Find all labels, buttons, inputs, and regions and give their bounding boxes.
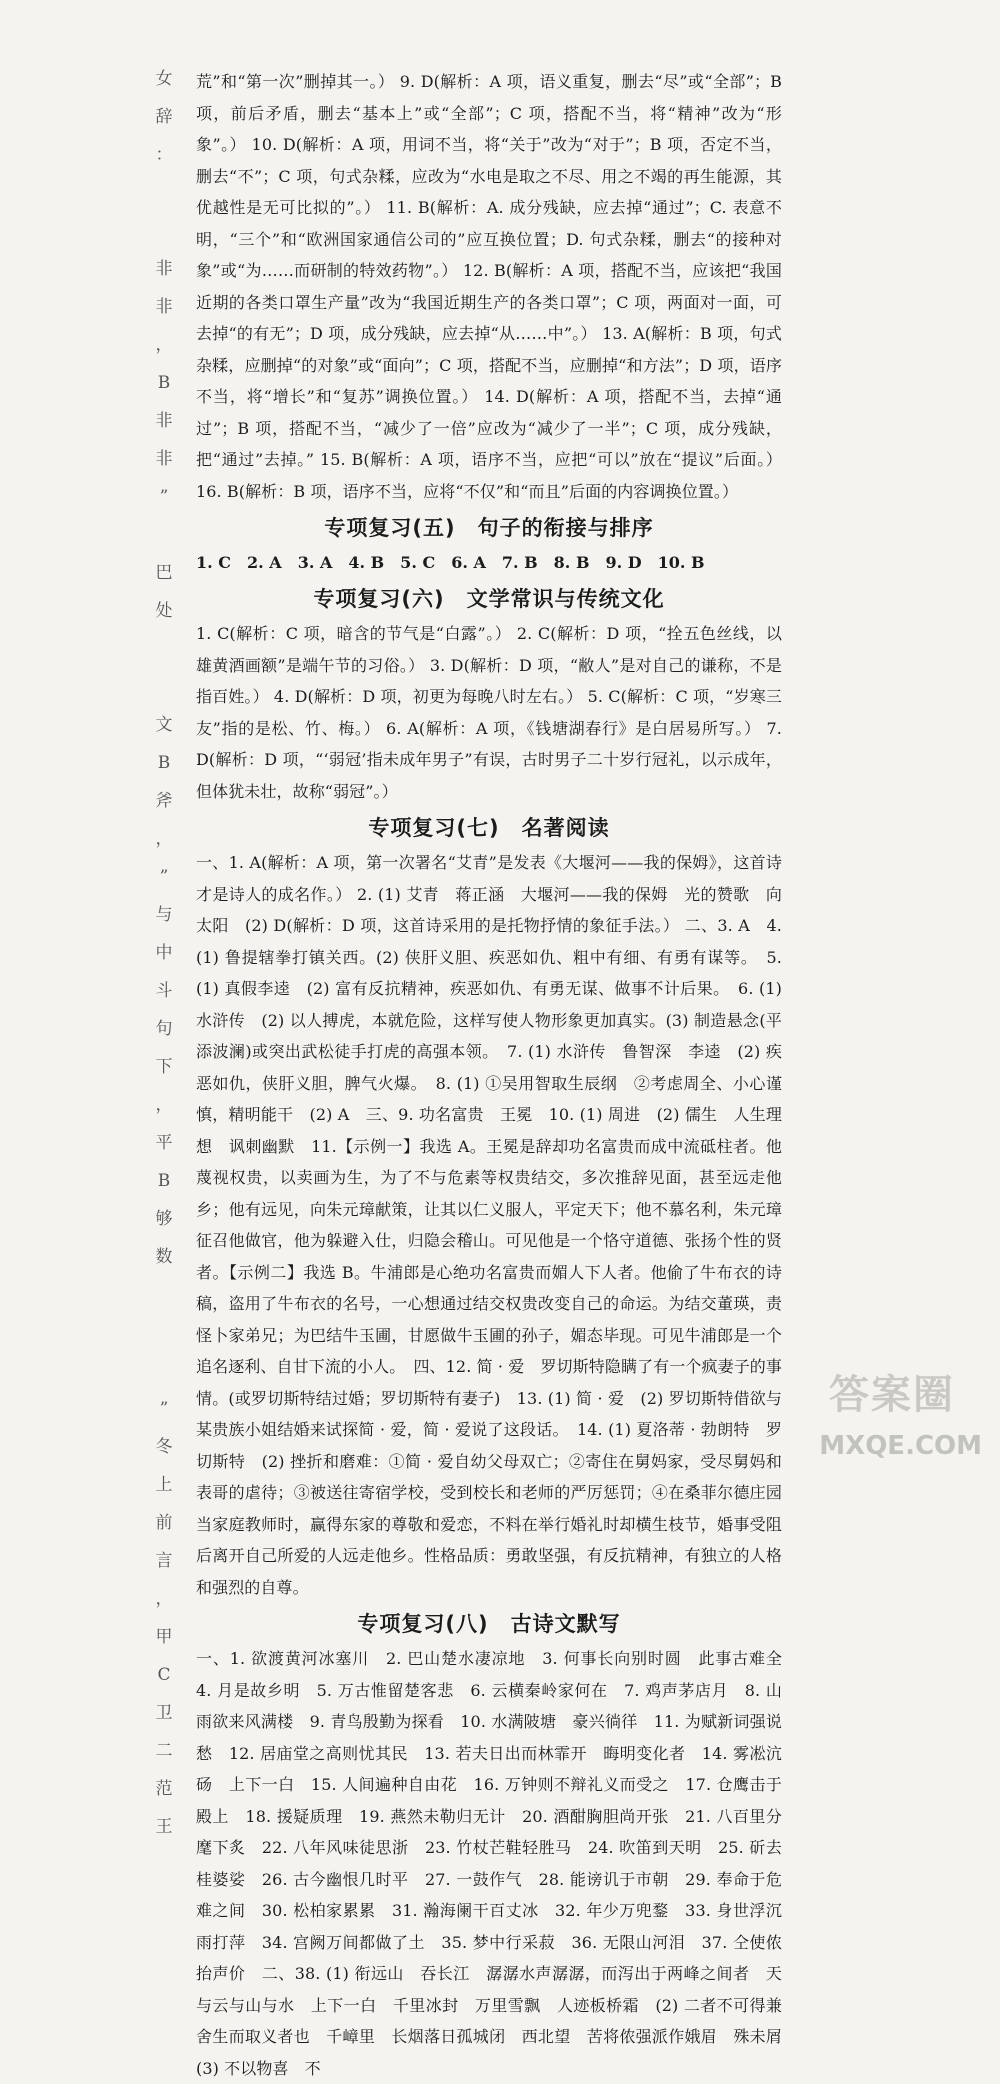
margin-mark: ， [155,1589,173,1609]
section-title-6: 专项复习(六) 文学常识与传统文化 [313,587,665,611]
margin-mark: ， [155,829,173,849]
margin-mark: ” [159,487,169,507]
margin-mark: 处 [155,601,173,621]
margin-mark: 王 [155,1817,173,1837]
margin-mark: ” [159,867,169,887]
margin-mark: 甲 [155,1627,173,1647]
margin-mark: 辞 [155,107,173,127]
margin-mark [150,630,178,668]
margin-mark: B [157,753,171,773]
section-5-answers: 1. C 2. A 3. A 4. B 5. C 6. A 7. B 8. B 9. D 10. B [196,553,705,572]
margin-mark: ， [155,335,173,355]
margin-mark: B [157,1171,171,1191]
section-6-text: 1. C(解析：C 项，暗含的节气是“白露”。） 2. C(解析：D 项，“拴五色丝线，以雄黄酒画额”是端午节的习俗。） 3. D(解析：D 项，“敝人”是对自己的谦称，不是指百姓。） 4. D(解析：D 项，初更为每晚八时左右。） 5. C(解析：C 项，“岁寒三友”指的是松、竹、梅。） 6. A(解析：A 项，《钱塘湖春行》是白居易所写。） 7. D(解析：D 项，“‘弱冠’指未成年男子”有误，古时男子二十岁行冠礼，以示成年，但体犹未壮，故称“弱冠”。） [196,624,782,801]
margin-mark [150,1276,178,1314]
margin-mark: C [157,1665,171,1685]
margin-mark: 言 [155,1551,173,1571]
margin-mark [150,668,178,706]
margin-mark: 平 [155,1133,173,1153]
margin-mark: 上 [155,1475,173,1495]
section-title-5: 专项复习(五) 句子的衔接与排序 [324,516,654,540]
margin-mark [150,1314,178,1352]
margin-mark: 非 [155,297,173,317]
margin-mark: 中 [155,943,173,963]
section-title-7: 专项复习(七) 名著阅读 [368,816,610,840]
margin-mark: 非 [155,449,173,469]
watermark-logo: 答案圈 [829,1372,955,1418]
margin-mark: 女 [155,69,173,89]
margin-mark: 巴 [155,563,173,583]
margin-mark: 数 [155,1247,173,1267]
margin-mark: 二 [155,1741,173,1761]
margin-mark: 文 [155,715,173,735]
margin-mark [150,1352,178,1390]
margin-mark: 与 [155,905,173,925]
margin-mark: ， [155,1095,173,1115]
margin-mark: 够 [155,1209,173,1229]
margin-mark: 非 [155,411,173,431]
watermark-url: MXQE.COM [819,1431,982,1461]
margin-mark: ” [159,1399,169,1419]
section-8-text: 一、1. 欲渡黄河冰塞川 2. 巴山楚水凄凉地 3. 何事长向别时圆 此事古难全 4. 月是故乡明 5. 万古惟留楚客悲 6. 云横秦岭家何在 7. 鸡声茅店月 8. 山雨欲来风满楼 9. 青鸟殷勤为探看 10. 水满陂塘 豪兴徜徉 11. 为赋新词强说愁 12. 居庙堂之高则忧其民 13. 若夫日出而林霏开 晦明变化者 14. 雾凇沆砀 上下一白 15. 人间遍种自由花 16. 万钟则不辩礼义而受之 17. 仓鹰击于殿上 18. 援疑质理 19. 燕然未勒归无计 20. 酒酣胸胆尚开张 21. 八百里分麾下炙 22. 八年风味徒思浙 23. 竹杖芒鞋轻胜马 24. 吹笛到天明 25. 斫去桂婆娑 26. 古今幽恨几时平 27. 一鼓作气 28. 能谤讥于市朝 29. 奉命于危难之间 30. 松柏家累累 31. 瀚海阑干百丈冰 32. 年少万兜鍪 33. 身世浮沉雨打萍 34. 宫阙万间都做了土 35. 梦中行采菽 36. 无限山河泪 37. 仝使侬抬声价 二、38. (1) 衔远山 吞长江 潺潺水声潺潺，而泻出于两峰之间者 天与云与山与水 上下一白 千里冰封 万里雪飘 人迹板桥霜 (2) 二者不可得兼 舍生而取义者也 千嶂里 长烟落日孤城闭 西北望 苦将侬强派作娥眉 殊未屑 (3) 不以物喜 不 [196,1649,799,2078]
margin-mark: 冬 [155,1437,173,1457]
left-margin-residue [150,60,178,1846]
margin-mark: 句 [155,1019,173,1039]
answer-key-page [196,66,799,2084]
margin-mark [150,212,178,250]
margin-mark: 斧 [155,791,173,811]
margin-mark: B [157,373,171,393]
section-title-8: 专项复习(八) 古诗文默写 [357,1612,621,1636]
margin-mark [150,516,178,554]
answer-paragraph: 荒”和“第一次”删掉其一。） 9. D(解析：A 项，语义重复，删去“尽”或“全部”；B 项，前后矛盾，删去“基本上”或“全部”；C 项，搭配不当，将“精神”改为“形象”。） 10. D(解析：A 项，用词不当，将“关于”改为“对于”；B 项，否定不当，删去“不”；C 项，句式杂糅，应改为“水电是取之不尽、用之不竭的再生能源，其优越性是无可比拟的”。） 11. B(解析：A. 成分残缺，应去掉“通过”；C. 表意不明，“三个”和“欧洲国家通信公司的”应互换位置；D. 句式杂糅，删去“的接种对象”或“为……而研制的特效药物”。） 12. B(解析：A 项，搭配不当，应该把“我国近期的各类口罩生产量”改为“我国近期生产的各类口罩”；C 项，两面对一面，可去掉“的有无”；D 项，成分残缺，应去掉“从……中”。） 13. A(解析：B 项，句式杂糅，应删掉“的对象”或“面向”；C 项，搭配不当，应删掉“和方法”；D 项，语序不当，将“增长”和“复苏”调换位置。） 14. D(解析：A 项，搭配不当，去掉“通过”；B 项，搭配不当，“减少了一倍”应改为“减少了一半”；C 项，成分残缺，把“通过”去掉。” 15. B(解析：A 项，语序不当，应把“可以”放在“提议”后面。） 16. B(解析：B 项，语序不当，应将“不仅”和“而且”后面的内容调换位置。） [196,72,782,501]
section-7-text: 一、1. A(解析：A 项，第一次署名“艾青”是发表《大堰河——我的保姆》，这首诗才是诗人的成名作。） 2. (1) 艾青 蒋正涵 大堰河——我的保姆 光的赞歌 向太阳 (2) D(解析：D 项，这首诗采用的是托物抒情的象征手法。） 二、3. A 4. (1) 鲁提辖拳打镇关西。(2) 侠肝义胆、疾恶如仇、粗中有细、有勇有谋等。 5. (1) 真假李逵 (2) 富有反抗精神，疾恶如仇、有勇无谋、做事不计后果。 6. (1) 水浒传 (2) 以人搏虎，本就危险，这样写使人物形象更加真实。(3) 制造悬念(平添波澜)或突出武松徒手打虎的高强本领。 7. (1) 水浒传 鲁智深 李逵 (2) 疾恶如仇，侠肝义胆，脾气火爆。 8. (1) ①吴用智取生辰纲 ②考虑周全、小心谨慎，精明能干 (2) A 三、9. 功名富贵 王冕 10. (1) 周进 (2) 儒生 人生理想 讽刺幽默 11.【示例一】我选 A。王冕是辞却功名富贵而成中流砥柱者。他蔑视权贵，以卖画为生，为了不与危素等权贵结交，多次推辞见面，甚至远走他乡；他有远见，向朱元璋献策，让其以仁义服人，平定天下；他不慕名利，朱元璋征召他做官，他为躲避入仕，归隐会稽山。可见他是一个恪守道德、张扬个性的贤者。【示例二】我选 B。牛浦郎是心绝功名富贵而媚人下人者。他偷了牛布衣的诗稿，盗用了牛布衣的名号，一心想通过结交权贵改变自己的命运。为结交董瑛，责怪卜家弟兄；为巴结牛玉圃，甘愿做牛玉圃的孙子，媚态毕现。可见牛浦郎是一个追名逐利、自甘下流的小人。 四、12. 简 · 爱 罗切斯特隐瞒了有一个疯妻子的事情。(或罗切斯特结过婚；罗切斯特有妻子) 13. (1) 简 · 爱 (2) 罗切斯特借欲与某贵族小姐结婚来试探简 · 爱，简 · 爱说了这段话。 14. (1) 夏洛蒂 · 勃朗特 罗切斯特 (2) 挫折和磨难：①简 · 爱自幼父母双亡；②寄住在舅妈家，受尽舅妈和表哥的虐待；③被送往寄宿学校，受到校长和老师的严厉惩罚；④在桑菲尔德庄园当家庭教师时，赢得东家的尊敬和爱恋，不料在举行婚礼时却横生枝节，婚事受阻后离开自己所爱的人远走他乡。性格品质：勇敢坚强，有反抗精神，有独立的人格和强烈的自尊。 [196,853,782,1597]
margin-mark: 范 [155,1779,173,1799]
margin-mark: ： [155,145,173,165]
margin-mark [150,174,178,212]
margin-mark: 前 [155,1513,173,1533]
margin-mark: 非 [155,259,173,279]
margin-mark: 下 [155,1057,173,1077]
margin-mark: 斗 [155,981,173,1001]
margin-mark: 卫 [155,1703,173,1723]
